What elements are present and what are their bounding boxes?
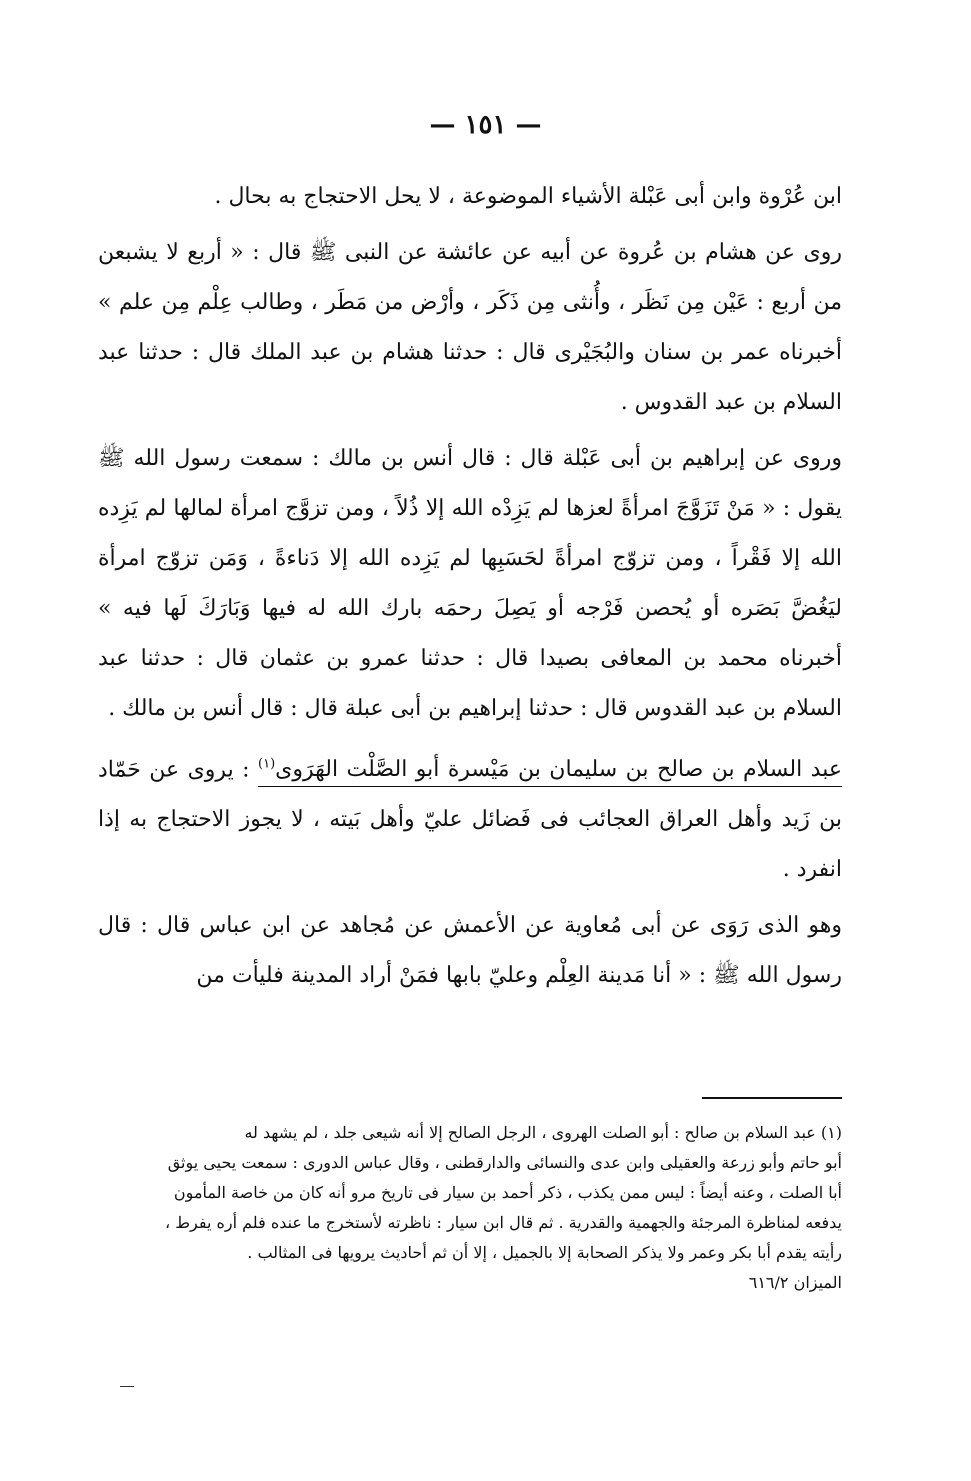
entry-text: : يروى عن حَمّاد بن زَيد وأهل العراق العجائب فى فَضائل عليّ وأهل بَيته ، لا يجوز الاحتجاج به إذا انفرد . (98, 757, 842, 883)
main-text (98, 172, 842, 1007)
paragraph-2: روى عن هشام بن عُروة عن أبيه عن عائشة عن النبى ﷺ قال : « أربع لا يشبعن من أربع : عَيْن مِن نَظَر ، وأُنثى مِن ذَكَر ، وأرْض من مَطَر ، وطالب عِلْم مِن علم » أخبرناه عمر بن سنان والبُجَيْرى قال : حدثنا هشام بن عبد الملك قال : حدثنا عبد السلام بن عبد القدوس . (98, 240, 842, 415)
entry-heading-text: عبد السلام بن صالح بن سليمان بن مَيْسرة أبو الصَّلْت الهَرَوى (275, 757, 842, 783)
footnote-line: أبو حاتم وأبو زرعة والعقيلى وابن عدى والنسائى والدارقطنى ، وقال عباس الدورى : سمعت يحيى يوثق (167, 1153, 842, 1172)
footnote-line: (١) عبد السلام بن صالح : أبو الصلت الهروى ، الرجل الصالح إلا أنه شيعى جلد ، لم يشهد له (244, 1123, 842, 1142)
entry-heading (258, 757, 842, 787)
paragraph-final: وهو الذى رَوَى عن أبى مُعاوية عن الأعمش عن مُجاهد عن ابن عباس قال : قال رسول الله ﷺ : « أنا مَدينة العِلْم وعليّ بابها فمَنْ أراد المدينة فليأت من (98, 913, 842, 989)
paragraph-3: وروى عن إبراهيم بن أبى عَبْلة قال : قال أنس بن مالك : سمعت رسول الله ﷺ يقول : « مَنْ تَزَوَّجَ امرأةً لعزها لم يَزِدْه الله إلا ذُلاً ، ومن تزوَّج امرأة لمالها لم يَزِده الله إلا فَقْراً ، ومن تزوّج امرأةً لحَسَبِها لم يَزِده الله إلا دَناءةً ، وَمَن تزوّج امرأة ليَغُضَّ بَصَره أو يُحصن فَرْجه أو يَصِلَ رحمَه بارك الله له فيها وَبَارَكَ لَها فيه » أخبرناه محمد بن المعافى بصيدا قال : حدثنا عمرو بن عثمان قال : حدثنا عبد السلام بن عبد القدوس قال : حدثنا إبراهيم بن أبى عبلة قال : قال أنس بن مالك . (98, 446, 842, 721)
stray-mark (120, 1386, 134, 1387)
footnote-line: رأيته يقدم أبا بكر وعمر ولا يذكر الصحابة إلا بالجميل ، إلا أن ثم أحاديث يرويها فى المثالب . (247, 1243, 842, 1262)
footnote-divider (702, 1097, 842, 1099)
footnote-source: الميزان ٦١٦/٢ (748, 1273, 842, 1292)
footnote-marker: (١) (258, 757, 276, 772)
footnote-line: أبا الصلت ، وعنه أيضاً : ليس ممن يكذب ، ذكر أحمد بن سيار فى تاريخ مرو أنه كان من خاصة المأمون (173, 1183, 842, 1202)
footnote-line: يدفعه لمناظرة المرجئة والجهمية والقدرية . ثم قال ابن سيار : ناظرته لأستخرج ما عنده فلم أره يفرط ، (164, 1213, 842, 1232)
footnotes (98, 1118, 842, 1298)
paragraph-1: ابن عُرْوة وابن أبى عَبْلة الأشياء الموضوعة ، لا يحل الاحتجاج به بحال . (214, 184, 842, 209)
entry-paragraph (98, 740, 842, 895)
page-number: — ١٥١ — (429, 110, 542, 140)
